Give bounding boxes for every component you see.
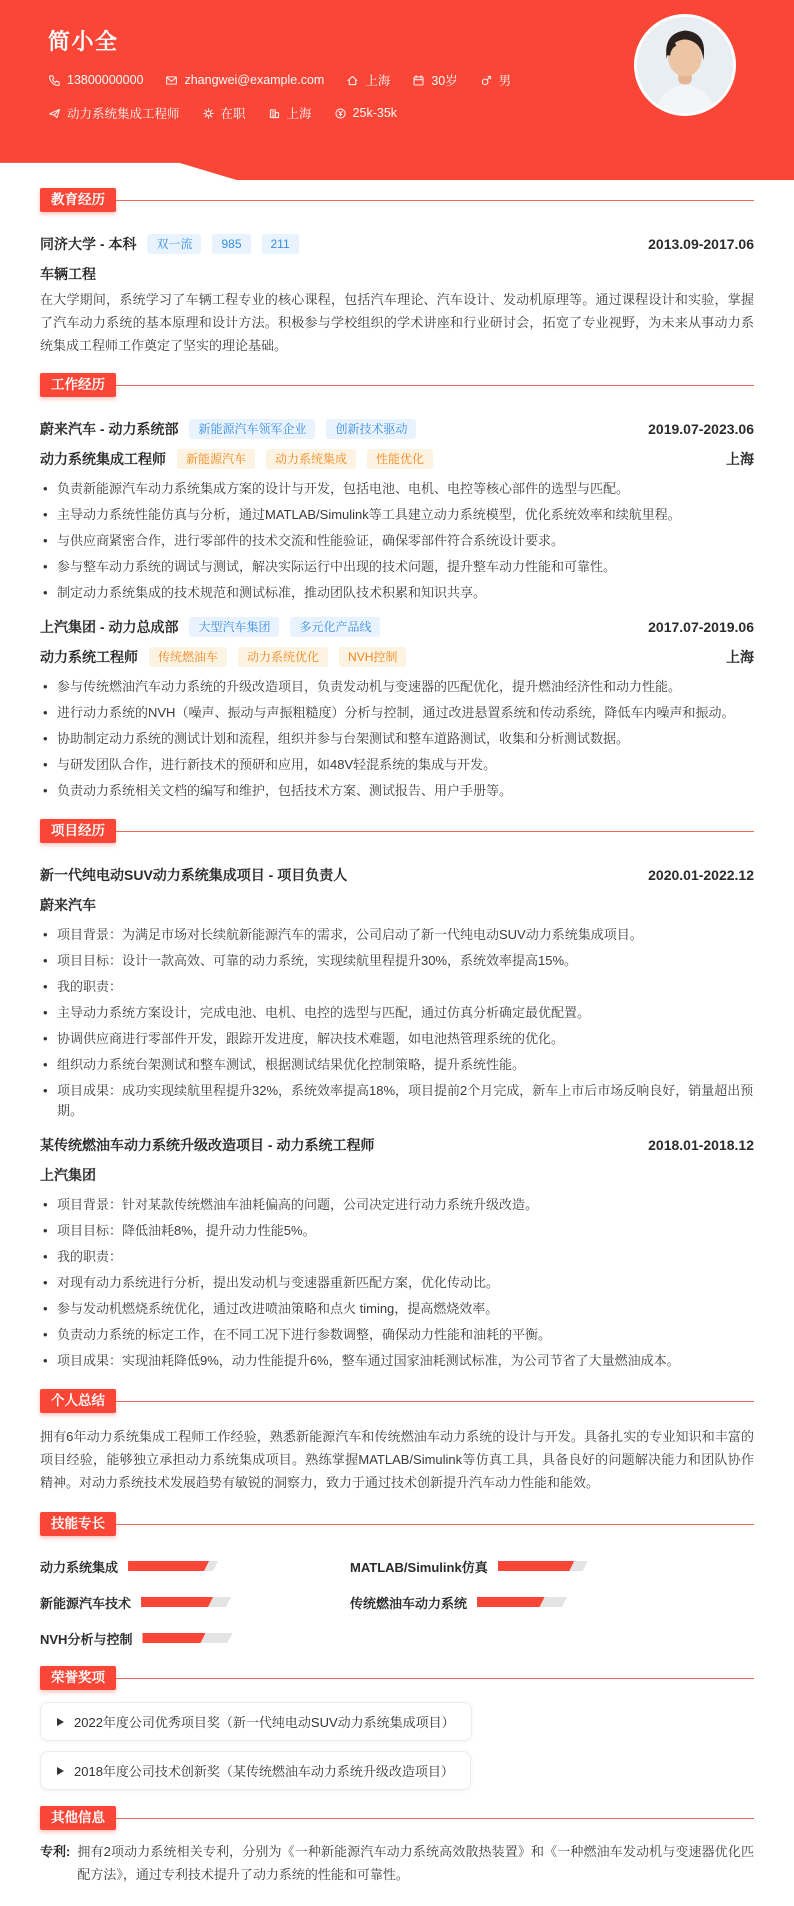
section-badge-summary: 个人总结	[40, 1389, 116, 1413]
role-tag: 新能源汽车	[177, 449, 255, 469]
role-tag: 传统燃油车	[149, 647, 227, 667]
role-title: 动力系统集成工程师	[40, 451, 166, 467]
section-header-projects	[40, 819, 754, 843]
award-arrow-icon	[57, 1718, 64, 1726]
home-city-text: 上海	[365, 74, 391, 88]
bullet-item: • 制定动力系统集成的技术规范和测试标准，推动团队技术积累和知识共享。	[40, 583, 754, 603]
project-company-row	[40, 895, 754, 915]
contact-gender	[480, 71, 512, 89]
work-bullets	[40, 677, 754, 801]
section-line	[116, 1818, 754, 1819]
skill-fill	[142, 1633, 205, 1643]
skill-item	[40, 1556, 350, 1576]
city-text: 上海	[286, 107, 312, 121]
salary-text: 25k-35k	[352, 106, 398, 120]
skill-fill	[128, 1561, 209, 1571]
contact-age	[412, 71, 457, 89]
award-arrow-icon	[57, 1767, 64, 1775]
education-tag: 双一流	[147, 234, 201, 254]
bullet-item: • 项目目标：降低油耗8%，提升动力性能5%。	[40, 1221, 754, 1241]
bullet-item: • 参与整车动力系统的调试与测试，解决实际运行中出现的技术问题，提升整车动力性能和可靠性。	[40, 557, 754, 577]
bullet-item: • 我的职责：	[40, 977, 754, 997]
contact-city	[268, 104, 312, 122]
section-line	[116, 1401, 754, 1402]
email-text: zhangwei@example.com	[184, 73, 325, 87]
project-name: 新一代纯电动SUV动力系统集成项目 - 项目负责人	[40, 867, 348, 883]
work-location: 上海	[726, 649, 754, 665]
company-tag: 大型汽车集团	[189, 617, 279, 637]
project-entry-head	[40, 865, 754, 885]
work-location: 上海	[726, 451, 754, 467]
bullet-item: • 对现有动力系统进行分析，提出发动机与变速器重新匹配方案，优化传动比。	[40, 1273, 754, 1293]
bullet-item: • 参与传统燃油汽车动力系统的升级改造项目，负责发动机与变速器的匹配优化，提升燃油经济性和动力性能。	[40, 677, 754, 697]
section-badge-projects: 项目经历	[40, 819, 116, 843]
skill-item	[350, 1592, 700, 1612]
section-badge-skills: 技能专长	[40, 1512, 116, 1536]
work-date: 2017.07-2019.06	[648, 619, 754, 635]
role-title: 动力系统工程师	[40, 649, 138, 665]
bullet-item: • 负责动力系统相关文档的编写和维护，包括技术方案、测试报告、用户手册等。	[40, 781, 754, 801]
major-name: 车辆工程	[40, 266, 96, 282]
section-line	[116, 200, 754, 201]
role-tag: 动力系统集成	[266, 449, 356, 469]
contact-phone	[48, 73, 143, 87]
bullet-item: • 与供应商紧密合作，进行零部件的技术交流和性能验证，确保零部件符合系统设计要求。	[40, 531, 754, 551]
contact-home-city	[346, 71, 390, 89]
section-header-summary	[40, 1389, 754, 1413]
summary-text: 拥有6年动力系统集成工程师工作经验，熟悉新能源汽车和传统燃油车动力系统的设计与开发。具备扎实的专业知识和丰富的项目经验，能够独立承担动力系统集成项目。熟练掌握MATLAB/Simulink等仿真工具，具备良好的问题解决能力和团队协作精神。对动力系统技术发展趋势有敏锐的洞察力，致力于通过技术创新提升汽车动力性能和能效。	[40, 1429, 754, 1490]
status-gear-icon	[202, 107, 215, 120]
gender-icon	[480, 74, 493, 87]
salary-icon	[334, 107, 347, 120]
avatar	[634, 14, 736, 116]
skill-bar	[141, 1597, 231, 1607]
education-tag: 985	[212, 234, 250, 254]
education-entry-head	[40, 234, 754, 254]
project-bullets	[40, 925, 754, 1121]
position-text: 动力系统集成工程师	[67, 107, 180, 121]
section-badge-work: 工作经历	[40, 373, 116, 397]
skill-name: 动力系统集成	[40, 1559, 119, 1575]
gender-text: 男	[498, 74, 512, 88]
section-line	[116, 831, 754, 832]
skill-fill	[141, 1597, 213, 1607]
bullet-item: • 参与发动机燃烧系统优化，通过改进喷油策略和点火 timing，提高燃烧效率。	[40, 1299, 754, 1319]
phone-text: 13800000000	[67, 73, 144, 87]
skill-name: 传统燃油车动力系统	[350, 1595, 468, 1611]
award-item[interactable]	[40, 1702, 472, 1741]
section-header-skills	[40, 1512, 754, 1536]
status-text: 在职	[220, 107, 246, 121]
skill-item	[40, 1628, 350, 1648]
education-description: 在大学期间，系统学习了车辆工程专业的核心课程，包括汽车理论、汽车设计、发动机原理等。通过课程设计和实验，掌握了汽车动力系统的基本原理和设计方法。积极参与学校组织的学术讲座和行业研讨会，拓宽了专业视野，为未来从事动力系统集成工程师工作奠定了坚实的理论基础。	[40, 292, 754, 353]
skill-item	[40, 1592, 350, 1612]
resume-header	[0, 0, 794, 180]
bullet-item: • 项目成果：实现油耗降低9%，动力性能提升6%，整车通过国家油耗测试标准，为公司节省了大量燃油成本。	[40, 1351, 754, 1371]
role-tag: NVH控制	[339, 647, 406, 667]
bullet-item: • 主导动力系统方案设计，完成电池、电机、电控的选型与匹配，通过仿真分析确定最优配置。	[40, 1003, 754, 1023]
project-company: 蔚来汽车	[40, 897, 96, 913]
work-date: 2019.07-2023.06	[648, 421, 754, 437]
company-name: 上汽集团 - 动力总成部	[40, 619, 179, 635]
section-header-work	[40, 373, 754, 397]
bullet-item: • 负责动力系统的标定工作，在不同工况下进行参数调整，确保动力性能和油耗的平衡。	[40, 1325, 754, 1345]
project-company: 上汽集团	[40, 1167, 96, 1183]
section-badge-education: 教育经历	[40, 188, 116, 212]
skill-name: 新能源汽车技术	[40, 1595, 132, 1611]
section-header-other	[40, 1806, 754, 1830]
project-name: 某传统燃油车动力系统升级改造项目 - 动力系统工程师	[40, 1137, 375, 1153]
work-entry-head	[40, 419, 754, 439]
patent-text: 拥有2项动力系统相关专利，分别为《一种新能源汽车动力系统高效散热装置》和《一种燃油车发动机与变速器优化匹配方法》，通过专利技术提升了动力系统的性能和可靠性。	[77, 1844, 754, 1882]
bullet-item: • 负责新能源汽车动力系统集成方案的设计与开发，包括电池、电机、电控等核心部件的选型与匹配。	[40, 479, 754, 499]
award-item[interactable]	[40, 1751, 471, 1790]
school-name: 同济大学 - 本科	[40, 236, 137, 252]
section-header-awards	[40, 1666, 754, 1690]
work-role-row	[40, 647, 754, 667]
position-icon	[48, 107, 61, 120]
skill-bar	[128, 1561, 218, 1571]
company-tag: 创新技术驱动	[326, 419, 416, 439]
company-name: 蔚来汽车 - 动力系统部	[40, 421, 179, 437]
section-badge-awards: 荣誉奖项	[40, 1666, 116, 1690]
bullet-item: • 与研发团队合作，进行新技术的预研和应用，如48V轻混系统的集成与开发。	[40, 755, 754, 775]
work-bullets	[40, 479, 754, 603]
work-role-row	[40, 449, 754, 469]
email-icon	[165, 74, 178, 87]
skill-fill	[477, 1597, 545, 1607]
bullet-item: • 组织动力系统台架测试和整车测试，根据测试结果优化控制策略，提升系统性能。	[40, 1055, 754, 1075]
skill-name: NVH分析与控制	[40, 1631, 133, 1647]
bullet-item: • 项目目标：设计一款高效、可靠的动力系统，实现续航里程提升30%，系统效率提高15%。	[40, 951, 754, 971]
role-tag: 性能优化	[367, 449, 433, 469]
award-text: 2018年度公司技术创新奖（某传统燃油车动力系统升级改造项目）	[74, 1764, 454, 1779]
project-entry-head	[40, 1135, 754, 1155]
avatar-portrait	[637, 17, 733, 113]
skill-bar	[142, 1633, 232, 1643]
award-text: 2022年度公司优秀项目奖（新一代纯电动SUV动力系统集成项目）	[74, 1715, 455, 1730]
section-line	[116, 385, 754, 386]
project-company-row	[40, 1165, 754, 1185]
patent-label: 专利:	[40, 1844, 71, 1859]
bullet-item: • 协助制定动力系统的测试计划和流程，组织并参与台架测试和整车道路测试，收集和分析测试数据。	[40, 729, 754, 749]
company-tag: 多元化产品线	[290, 617, 380, 637]
skills-grid	[40, 1556, 700, 1648]
bullet-item: • 项目成果：成功实现续航里程提升32%，系统效率提高18%，项目提前2个月完成，新车上市后市场反响良好，销量超出预期。	[40, 1081, 754, 1121]
education-date: 2013.09-2017.06	[648, 236, 754, 252]
patent-row	[40, 1840, 754, 1886]
bullet-item: • 我的职责：	[40, 1247, 754, 1267]
age-icon	[412, 74, 425, 87]
candidate-name: 简小全	[48, 29, 119, 54]
contact-salary	[334, 106, 397, 120]
skill-item	[350, 1556, 700, 1576]
company-tag: 新能源汽车领军企业	[189, 419, 315, 439]
skill-fill	[498, 1561, 575, 1571]
phone-icon	[48, 74, 61, 87]
skill-bar	[498, 1561, 588, 1571]
skill-bar	[477, 1597, 567, 1607]
city-building-icon	[268, 107, 281, 120]
work-entry-head	[40, 617, 754, 637]
age-text: 30岁	[431, 74, 458, 88]
project-bullets	[40, 1195, 754, 1371]
skill-name: MATLAB/Simulink仿真	[350, 1559, 488, 1575]
home-icon	[346, 74, 359, 87]
contact-status	[202, 104, 246, 122]
bullet-item: • 主导动力系统性能仿真与分析，通过MATLAB/Simulink等工具建立动力系统模型，优化系统效率和续航里程。	[40, 505, 754, 525]
bullet-item: • 项目背景：为满足市场对长续航新能源汽车的需求，公司启动了新一代纯电动SUV动力系统集成项目。	[40, 925, 754, 945]
section-line	[116, 1524, 754, 1525]
bullet-item: • 进行动力系统的NVH（噪声、振动与声振粗糙度）分析与控制，通过改进悬置系统和传动系统，降低车内噪声和振动。	[40, 703, 754, 723]
education-tag: 211	[262, 234, 299, 254]
bullet-item: • 协调供应商进行零部件开发，跟踪开发进度，解决技术难题，如电池热管理系统的优化。	[40, 1029, 754, 1049]
contact-email	[165, 73, 324, 87]
project-date: 2020.01-2022.12	[648, 867, 754, 883]
role-tag: 动力系统优化	[238, 647, 328, 667]
section-header-education	[40, 188, 754, 212]
section-line	[116, 1678, 754, 1679]
project-date: 2018.01-2018.12	[648, 1137, 754, 1153]
bullet-item: • 项目背景：针对某款传统燃油车油耗偏高的问题，公司决定进行动力系统升级改造。	[40, 1195, 754, 1215]
education-major-row	[40, 264, 754, 284]
contact-position	[48, 104, 180, 122]
section-badge-other: 其他信息	[40, 1806, 116, 1830]
